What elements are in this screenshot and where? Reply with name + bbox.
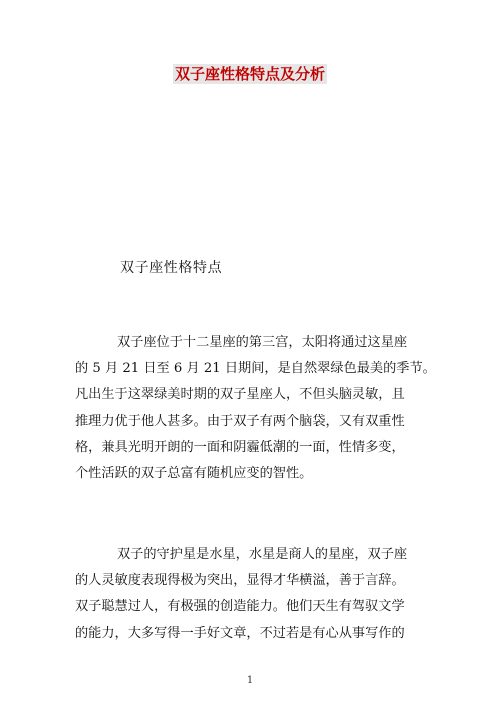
paragraph-line: 凡出生于这翠绿美时期的双子星座人，不但头脑灵敏，且 <box>75 387 405 403</box>
paragraph-line: 双子聪慧过人，有极强的创造能力。他们天生有驾驭文学 <box>75 599 405 615</box>
paragraph-line: 的 5 月 21 日至 6 月 21 日期间，是自然翠绿色最美的季节。 <box>75 361 436 377</box>
paragraph-line: 的能力，大多写得一手好文章，不过若是有心从事写作的 <box>75 625 405 641</box>
paragraph-intro <box>75 330 436 487</box>
title-container <box>0 64 500 84</box>
page-number: 1 <box>246 675 254 686</box>
section-heading: 双子座性格特点 <box>120 260 223 276</box>
document-title: 双子座性格特点及分析 <box>174 65 325 83</box>
paragraph-line: 双子的守护星是水星，水星是商人的星座，双子座 <box>117 547 408 562</box>
paragraph-line: 个性活跃的双子总富有随机应变的智性。 <box>75 466 313 482</box>
paragraph-line: 的人灵敏度表现得极为突出，显得才华横溢，善于言辞。 <box>75 573 405 589</box>
paragraph-guardian-star <box>75 542 425 647</box>
paragraph-line: 格，兼具光明开朗的一面和阴霾低潮的一面，性情多变， <box>75 439 405 455</box>
paragraph-line: 双子座位于十二星座的第三宫，太阳将通过这星座 <box>117 335 408 350</box>
paragraph-line: 推理力优于他人甚多。由于双子有两个脑袋，又有双重性 <box>75 413 405 429</box>
